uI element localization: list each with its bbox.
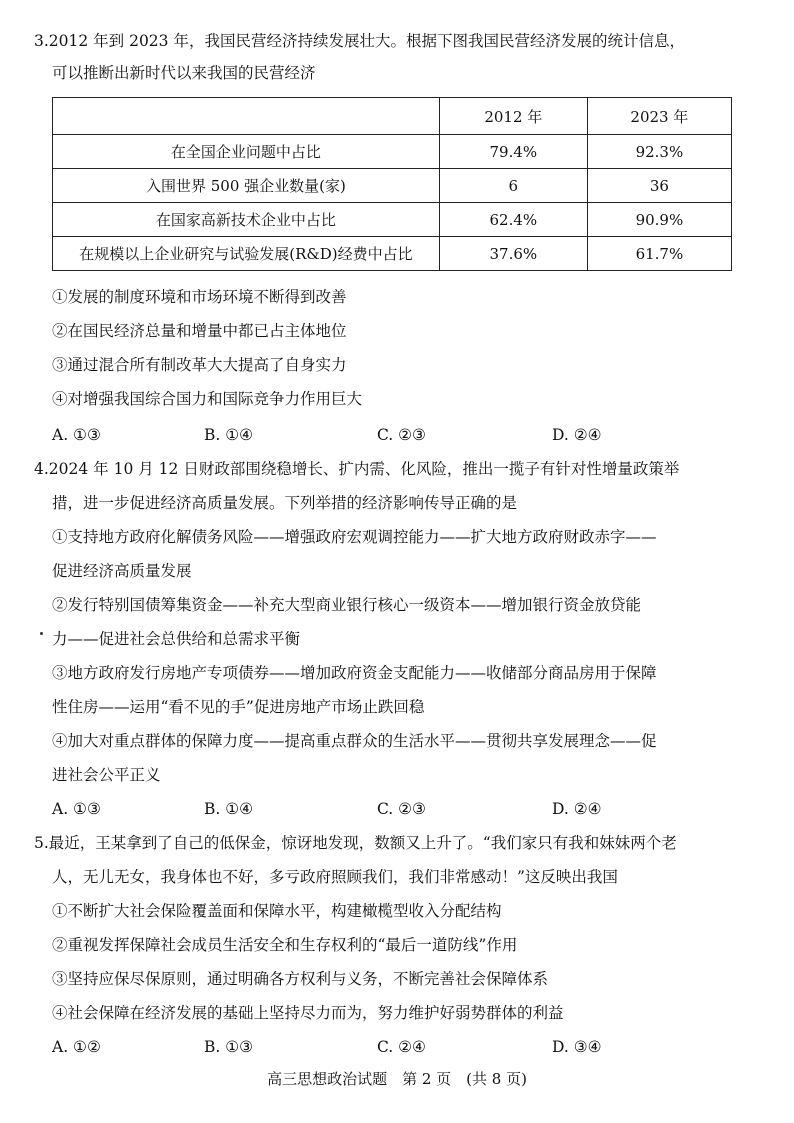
table-header-cell: 2012 年 xyxy=(439,98,587,135)
choice-d[interactable]: D. ③④ xyxy=(552,1038,602,1056)
table-header-cell: 2023 年 xyxy=(587,98,731,135)
choice-d[interactable]: D. ②④ xyxy=(552,800,602,818)
q4-option-4-line2: 进社会公平正义 xyxy=(52,766,161,784)
table-header-cell xyxy=(53,98,440,135)
q4-option-1-line1: ①支持地方政府化解债务风险——增强政府宏观调控能力——扩大地方政府财政赤字—— xyxy=(52,528,657,546)
choice-c[interactable]: C. ②④ xyxy=(377,1038,426,1056)
q4-option-2-line1: ②发行特别国债筹集资金——补充大型商业银行核心一级资本——增加银行资金放贷能 xyxy=(52,596,642,614)
q5-stem-line2: 人，无儿无女，我身体也不好，多亏政府照顾我们，我们非常感动！”这反映出我国 xyxy=(52,868,618,886)
table-cell: 在全国企业问题中占比 xyxy=(53,135,440,169)
q4-stem-line2: 措，进一步促进经济高质量发展。下列举措的经济影响传导正确的是 xyxy=(52,494,518,512)
choice-d[interactable]: D. ②④ xyxy=(552,426,602,444)
choice-c[interactable]: C. ②③ xyxy=(377,426,426,444)
q4-choices xyxy=(52,798,752,820)
table-row xyxy=(53,169,732,203)
page-footer: 高三思想政治试题 第 2 页 (共 8 页) xyxy=(267,1070,527,1088)
table-cell: 在国家高新技术企业中占比 xyxy=(53,203,440,237)
q5-option-4: ④社会保障在经济发展的基础上坚持尽力而为，努力维护好弱势群体的利益 xyxy=(52,1004,564,1022)
table-cell: 入围世界 500 强企业数量(家) xyxy=(53,169,440,203)
table-header-row xyxy=(53,98,732,135)
choice-b[interactable]: B. ①④ xyxy=(204,800,254,818)
q5-option-3: ③坚持应保尽保原则，通过明确各方权利与义务，不断完善社会保障体系 xyxy=(52,970,549,988)
table-cell: 61.7% xyxy=(587,237,731,271)
table-cell: 在规模以上企业研究与试验发展(R&D)经费中占比 xyxy=(53,237,440,271)
q4-option-3-line1: ③地方政府发行房地产专项债券——增加政府资金支配能力——收储部分商品房用于保障 xyxy=(52,664,657,682)
table-cell: 92.3% xyxy=(587,135,731,169)
choice-a[interactable]: A. ①② xyxy=(52,1038,101,1056)
table-cell: 90.9% xyxy=(587,203,731,237)
q4-option-4-line1: ④加大对重点群体的保障力度——提高重点群众的生活水平——贯彻共享发展理念——促 xyxy=(52,732,657,750)
choice-b[interactable]: B. ①④ xyxy=(204,426,254,444)
table-row xyxy=(53,135,732,169)
table-cell: 6 xyxy=(439,169,587,203)
q3-option-3: ③通过混合所有制改革大大提高了自身实力 xyxy=(52,356,347,374)
q4-option-2-line2: 力——促进社会总供给和总需求平衡 xyxy=(52,630,301,648)
q5-stem-line1: 5.最近，王某拿到了自己的低保金，惊讶地发现，数额又上升了。“我们家只有我和妹妹两个老 xyxy=(34,834,677,852)
table-cell: 62.4% xyxy=(439,203,587,237)
q4-stem-line1: 4.2024 年 10 月 12 日财政部围绕稳增长、扩内需、化风险，推出一揽子有针对性增量政策举 xyxy=(34,460,680,478)
q3-stem-line2: 可以推断出新时代以来我国的民营经济 xyxy=(52,64,316,82)
q3-option-2: ②在国民经济总量和增量中都已占主体地位 xyxy=(52,322,347,340)
table-cell: 79.4% xyxy=(439,135,587,169)
q5-choices xyxy=(52,1036,752,1058)
table-cell: 37.6% xyxy=(439,237,587,271)
q3-choices xyxy=(52,424,752,446)
q3-option-4: ④对增强我国综合国力和国际竞争力作用巨大 xyxy=(52,390,363,408)
table-cell: 36 xyxy=(587,169,731,203)
stray-mark xyxy=(40,632,43,635)
choice-c[interactable]: C. ②③ xyxy=(377,800,426,818)
q3-option-1: ①发展的制度环境和市场环境不断得到改善 xyxy=(52,288,347,306)
q4-option-1-line2: 促进经济高质量发展 xyxy=(52,562,192,580)
choice-a[interactable]: A. ①③ xyxy=(52,426,101,444)
q3-stats-table xyxy=(52,97,732,271)
choice-b[interactable]: B. ①③ xyxy=(204,1038,254,1056)
choice-a[interactable]: A. ①③ xyxy=(52,800,101,818)
q3-stem-line1: 3.2012 年到 2023 年，我国民营经济持续发展壮大。根据下图我国民营经济发展的统计信息， xyxy=(34,32,685,50)
table-row xyxy=(53,237,732,271)
q5-option-1: ①不断扩大社会保险覆盖面和保障水平，构建橄榄型收入分配结构 xyxy=(52,902,502,920)
table-row xyxy=(53,203,732,237)
q4-option-3-line2: 性住房——运用“看不见的手”促进房地产市场止跌回稳 xyxy=(52,698,425,716)
q5-option-2: ②重视发挥保障社会成员生活安全和生存权利的“最后一道防线”作用 xyxy=(52,936,518,954)
